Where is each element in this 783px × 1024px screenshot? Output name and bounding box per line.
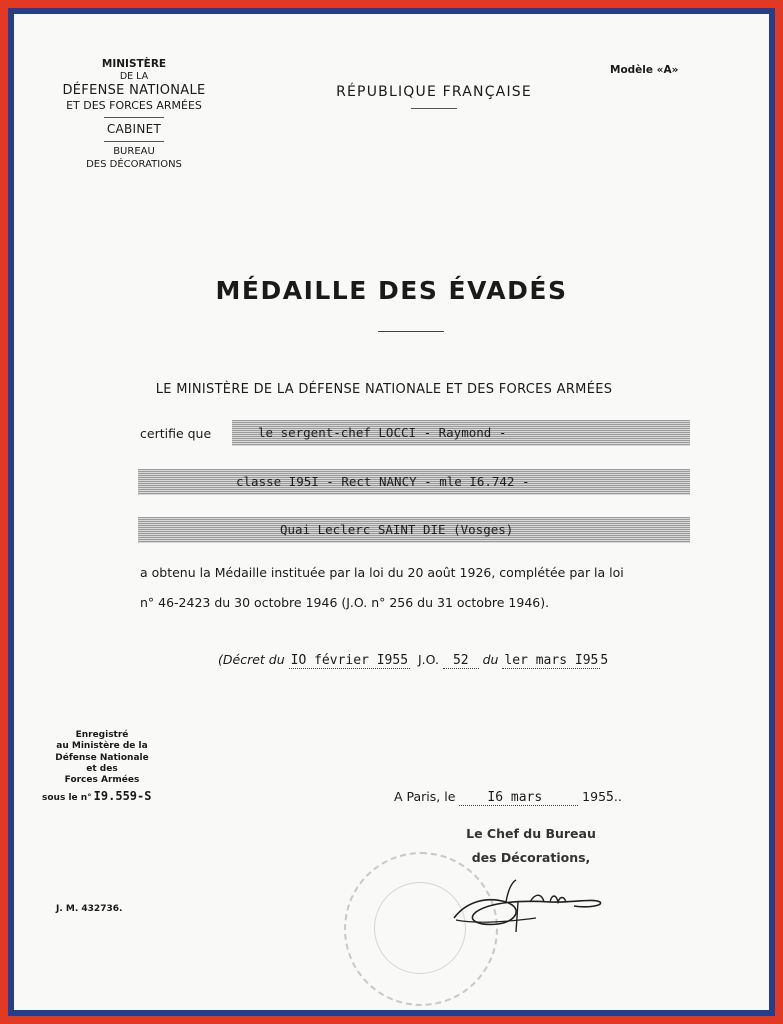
award-statement [140, 558, 700, 618]
typed-recipient-class [138, 469, 690, 495]
year-prefix: 195 [582, 789, 607, 804]
jo-label: J.O. [417, 652, 439, 667]
ministry-line-2: DE LA [119, 71, 149, 83]
ministry-decorations: DES DÉCORATIONS [86, 158, 182, 170]
ministry-line-4: ET DES FORCES ARMÉES [66, 99, 202, 113]
registration-line-4: et des [86, 763, 118, 774]
certifie-label: certifie que [140, 426, 212, 441]
signatory-line-1: Le Chef du Bureau [466, 826, 596, 841]
jo-number: 52 [443, 653, 479, 669]
republique-text: RÉPUBLIQUE FRANÇAISE [336, 84, 532, 100]
typed-recipient-address [138, 517, 690, 543]
registration-number: I9.559-S [93, 789, 152, 803]
ministry-line-3: DÉFENSE NATIONALE [62, 83, 206, 98]
typed-line-2: classe I95I - Rect NANCY - mle I6.742 - [236, 474, 530, 489]
ministry-line-1: MINISTÈRE [101, 58, 167, 70]
typed-recipient-name [232, 420, 690, 446]
ministry-header [34, 58, 234, 171]
award-line-1: a obtenu la Médaille instituée par la loi du 20 août 1926, complétée par la loi [140, 565, 624, 580]
ministry-cabinet: CABINET [106, 122, 162, 136]
registration-number-line [42, 789, 153, 803]
signature-date: I6 mars [459, 790, 578, 806]
decret-label: (Décret du [218, 652, 285, 667]
modele-label: Modèle «A» [610, 64, 679, 76]
place-label: A Paris, le [394, 789, 456, 804]
jm-reference: J. M. 432736. [56, 904, 123, 914]
ministry-bureau: BUREAU [113, 146, 155, 157]
decret-line [218, 652, 608, 668]
republique-divider [411, 108, 457, 109]
typed-line-3: Quai Leclerc SAINT DIE (Vosges) [280, 522, 514, 537]
signatory-line-2: des Décorations, [471, 850, 591, 865]
registration-sous-label: sous le n° [42, 793, 92, 803]
decret-date: IO février I955 [290, 653, 409, 668]
registration-line-1: Enregistré [75, 730, 129, 740]
signatory-title [446, 822, 616, 870]
cabinet-divider [104, 141, 164, 142]
certificate-paper [14, 14, 769, 1010]
ministry-divider [104, 117, 164, 118]
jo-year-suffix: 5 [600, 653, 609, 668]
year-typed: 5 [606, 790, 614, 805]
registration-line-3: Défense Nationale [55, 752, 149, 763]
jo-date: ler mars I95 [504, 653, 599, 668]
typed-line-1: le sergent-chef LOCCI - Raymond - [258, 425, 507, 440]
award-line-2: n° 46-2423 du 30 octobre 1946 (J.O. n° 256 du 31 octobre 1946). [140, 595, 550, 610]
decret-du-label: du [482, 652, 499, 667]
title-divider [378, 331, 444, 332]
registration-block [42, 730, 162, 786]
certificate-title: MÉDAILLE DES ÉVADÉS [215, 276, 568, 305]
registration-line-5: Forces Armées [64, 775, 140, 785]
place-date-line: A Paris, le I6 mars 1955.. [394, 789, 622, 805]
handwritten-signature [446, 872, 606, 944]
registration-line-2: au Ministère de la [56, 741, 148, 752]
ministry-certifies-heading: LE MINISTÈRE DE LA DÉFENSE NATIONALE ET DES FORCES ARMÉES [155, 382, 613, 397]
republique-heading [314, 84, 554, 109]
